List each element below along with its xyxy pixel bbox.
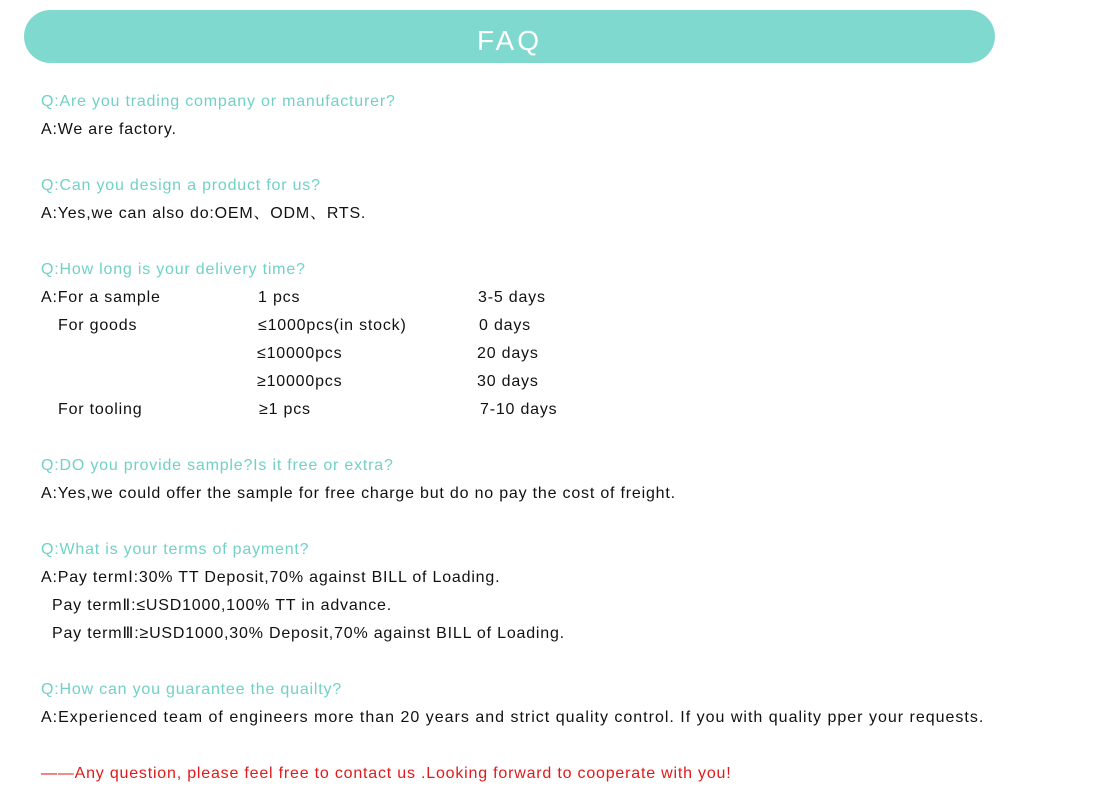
faq-answer-2: A:Yes,we can also do:OEM、ODM、RTS. bbox=[41, 205, 367, 222]
faq-banner bbox=[24, 10, 995, 63]
faq-question-3: Q:How long is your delivery time? bbox=[41, 261, 306, 278]
delivery-type: A:For a sample bbox=[41, 289, 161, 306]
delivery-type: For goods bbox=[58, 317, 138, 334]
delivery-time: 7-10 days bbox=[480, 401, 558, 418]
faq-question-4: Q:DO you provide sample?Is it free or extra? bbox=[41, 457, 394, 474]
delivery-quantity: ≥10000pcs bbox=[257, 373, 343, 390]
faq-question-5: Q:What is your terms of payment? bbox=[41, 541, 310, 558]
delivery-time: 3-5 days bbox=[478, 289, 546, 306]
faq-answer-1: A:We are factory. bbox=[41, 121, 177, 138]
closing-message: ——Any question, please feel free to contact us .Looking forward to cooperate with you! bbox=[41, 765, 732, 782]
faq-question-6: Q:How can you guarantee the quailty? bbox=[41, 681, 342, 698]
faq-answer-4: A:Yes,we could offer the sample for free charge but do no pay the cost of freight. bbox=[41, 485, 676, 502]
delivery-time: 30 days bbox=[477, 373, 539, 390]
delivery-time: 20 days bbox=[477, 345, 539, 362]
faq-answer-6: A:Experienced team of engineers more than 20 years and strict quality control. If you with quality pper your requests. bbox=[41, 709, 985, 726]
delivery-quantity: ≥1 pcs bbox=[259, 401, 311, 418]
faq-question-2: Q:Can you design a product for us? bbox=[41, 177, 321, 194]
delivery-quantity: ≤10000pcs bbox=[257, 345, 343, 362]
payment-term-3: Pay termⅢ:≥USD1000,30% Deposit,70% against BILL of Loading. bbox=[52, 625, 565, 642]
payment-term-2: Pay termⅡ:≤USD1000,100% TT in advance. bbox=[52, 597, 392, 614]
delivery-time: 0 days bbox=[479, 317, 531, 334]
delivery-type: For tooling bbox=[58, 401, 143, 418]
faq-question-1: Q:Are you trading company or manufacturer? bbox=[41, 93, 396, 110]
faq-title: FAQ bbox=[476, 25, 542, 56]
payment-term-1: A:Pay termⅠ:30% TT Deposit,70% against BILL of Loading. bbox=[41, 569, 501, 586]
delivery-quantity: 1 pcs bbox=[258, 289, 301, 306]
delivery-quantity: ≤1000pcs(in stock) bbox=[258, 317, 407, 334]
